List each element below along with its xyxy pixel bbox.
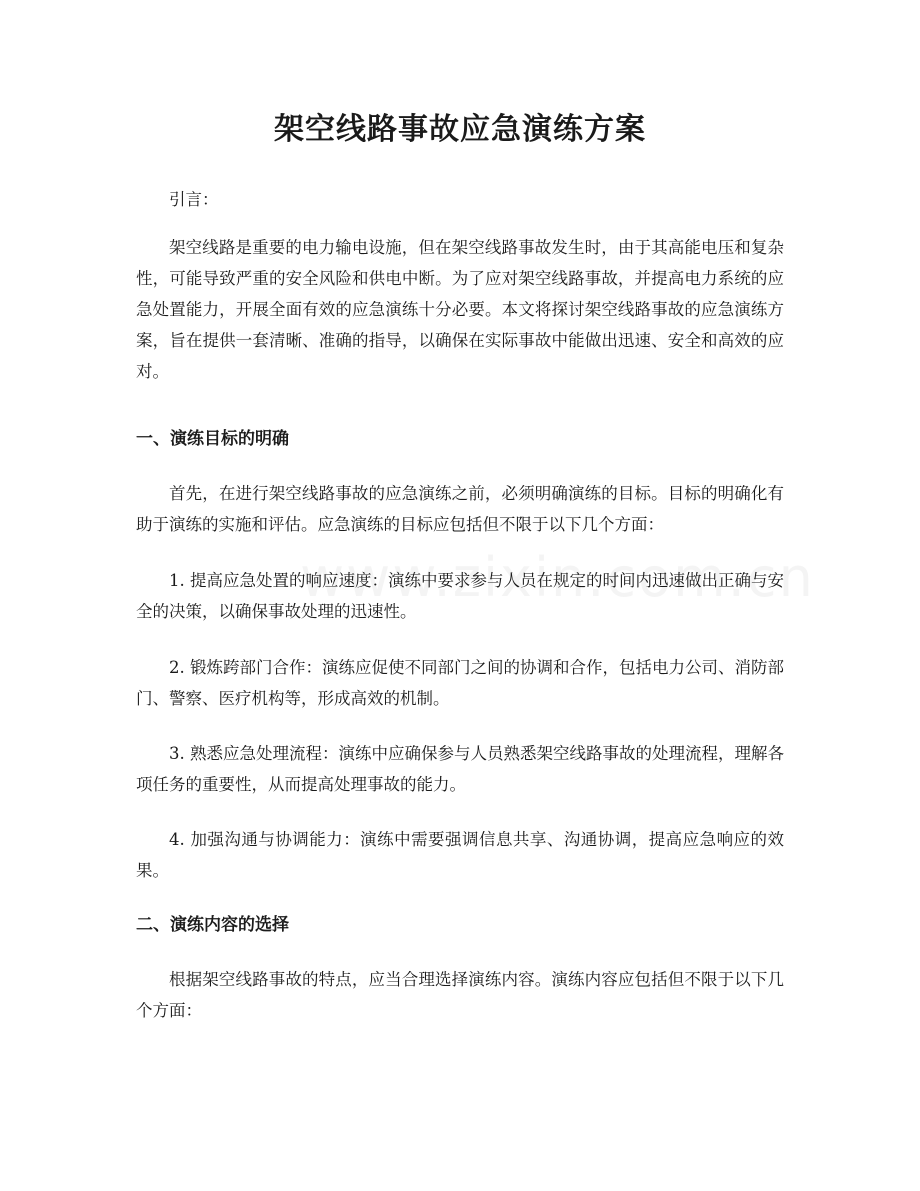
list-item-3: 3. 熟悉应急处理流程：演练中应确保参与人员熟悉架空线路事故的处理流程，理解各项任务的重要性，从而提高处理事故的能力。 [136, 744, 784, 794]
list-item-1: 1. 提高应急处置的响应速度：演练中要求参与人员在规定的时间内迅速做出正确与安全的决策，以确保事故处理的迅速性。 [136, 571, 784, 621]
section-1-intro: 首先，在进行架空线路事故的应急演练之前，必须明确演练的目标。目标的明确化有助于演练的实施和评估。应急演练的目标应包括但不限于以下几个方面： [136, 484, 784, 534]
section-2-intro: 根据架空线路事故的特点，应当合理选择演练内容。演练内容应包括但不限于以下几个方面： [136, 970, 784, 1020]
section-2-heading: 二、演练内容的选择 [136, 915, 289, 935]
section-1-heading: 一、演练目标的明确 [136, 429, 289, 449]
list-item-4: 4. 加强沟通与协调能力：演练中需要强调信息共享、沟通协调，提高应急响应的效果。 [136, 830, 784, 880]
intro-label: 引言： [169, 190, 219, 209]
document-title: 架空线路事故应急演练方案 [274, 112, 646, 147]
list-item-2: 2. 锻炼跨部门合作：演练应促使不同部门之间的协调和合作，包括电力公司、消防部门、警察、医疗机构等，形成高效的机制。 [136, 658, 784, 708]
intro-paragraph: 架空线路是重要的电力输电设施，但在架空线路事故发生时，由于其高能电压和复杂性，可能导致严重的安全风险和供电中断。为了应对架空线路事故，并提高电力系统的应急处置能力，开展全面有效的应急演练十分必要。本文将探讨架空线路事故的应急演练方案，旨在提供一套清晰、准确的指导，以确保在实际事故中能做出迅速、安全和高效的应对。 [136, 238, 784, 381]
document-page [136, 0, 784, 1191]
